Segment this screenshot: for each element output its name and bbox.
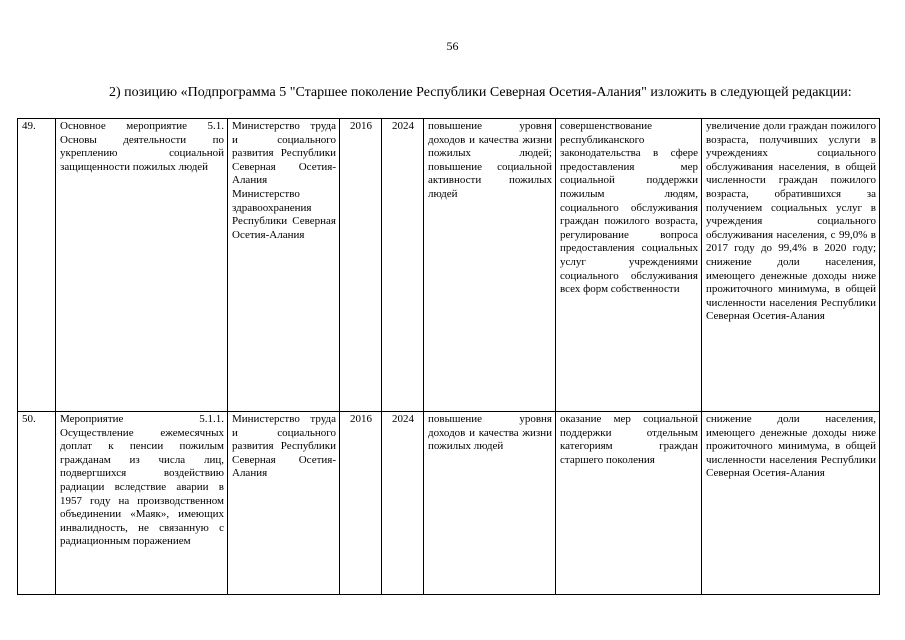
end-year-cell: 2024 [382,412,424,595]
page-number: 56 [446,39,459,53]
start-year-cell: 2016 [340,119,382,412]
table-row [18,412,880,595]
expected-result-cell: повышение уровня доходов и качества жизни пожилых людей; повышение социальной активности пожилых людей [424,119,556,412]
executor-cell: Министерство труда и социального развития Республики Северная Осетия-Алания Министерство здравоохранения Республики Северная Осетия-Алания [228,119,340,412]
start-year-cell: 2016 [340,412,382,595]
table-row [18,119,880,412]
content-cell: совершенствование республиканского законодательства в сфере предоставления мер социальной поддержки пожилым людям, социального обслуживания граждан пожилого возраста, регулирование вопроса предоставления социальных услуг учреждениями социального обслуживания всех форм собственности [556,119,702,412]
indicators-cell: увеличение доли граждан пожилого возраста, получивших услуги в учреждениях социального обслуживания населения, в общей численности граждан пожилого возраста, обратившихся за получением социальных услуг в учреждения социального обслуживания населения, с 99,0% в 2017 году до 99,4% в 2020 году; снижение доли населения, имеющего денежные доходы ниже прожиточного минимума, в общей численности населения Республики Северная Осетия-Алания [702,119,880,412]
intro-paragraph: 2) позицию «Подпрограмма 5 "Старшее поколение Республики Северная Осетия-Алания" изложить в следующей редакции: [109,85,852,100]
measure-name-cell: Основное мероприятие 5.1. Основы деятельности по укреплению социальной защищенности пожилых людей [56,119,228,412]
indicators-cell: снижение доли населения, имеющего денежные доходы ниже прожиточного минимума, в общей численности населения Республики Северная Осетия-Алания [702,412,880,595]
executor-cell: Министерство труда и социального развития Республики Северная Осетия-Алания [228,412,340,595]
measure-name-cell: Мероприятие 5.1.1. Осуществление ежемесячных доплат к пенсии пожилым гражданам из числа лиц, подвергшихся воздействию радиации вследствие аварии в 1957 году на производственном объединении «Маяк», имеющих инвалидность, не связанную с радиационным поражением [56,412,228,595]
program-table [17,118,880,595]
row-number: 50. [18,412,56,595]
content-cell: оказание мер социальной поддержки отдельным категориям граждан старшего поколения [556,412,702,595]
row-number: 49. [18,119,56,412]
expected-result-cell: повышение уровня доходов и качества жизни пожилых людей [424,412,556,595]
end-year-cell: 2024 [382,119,424,412]
